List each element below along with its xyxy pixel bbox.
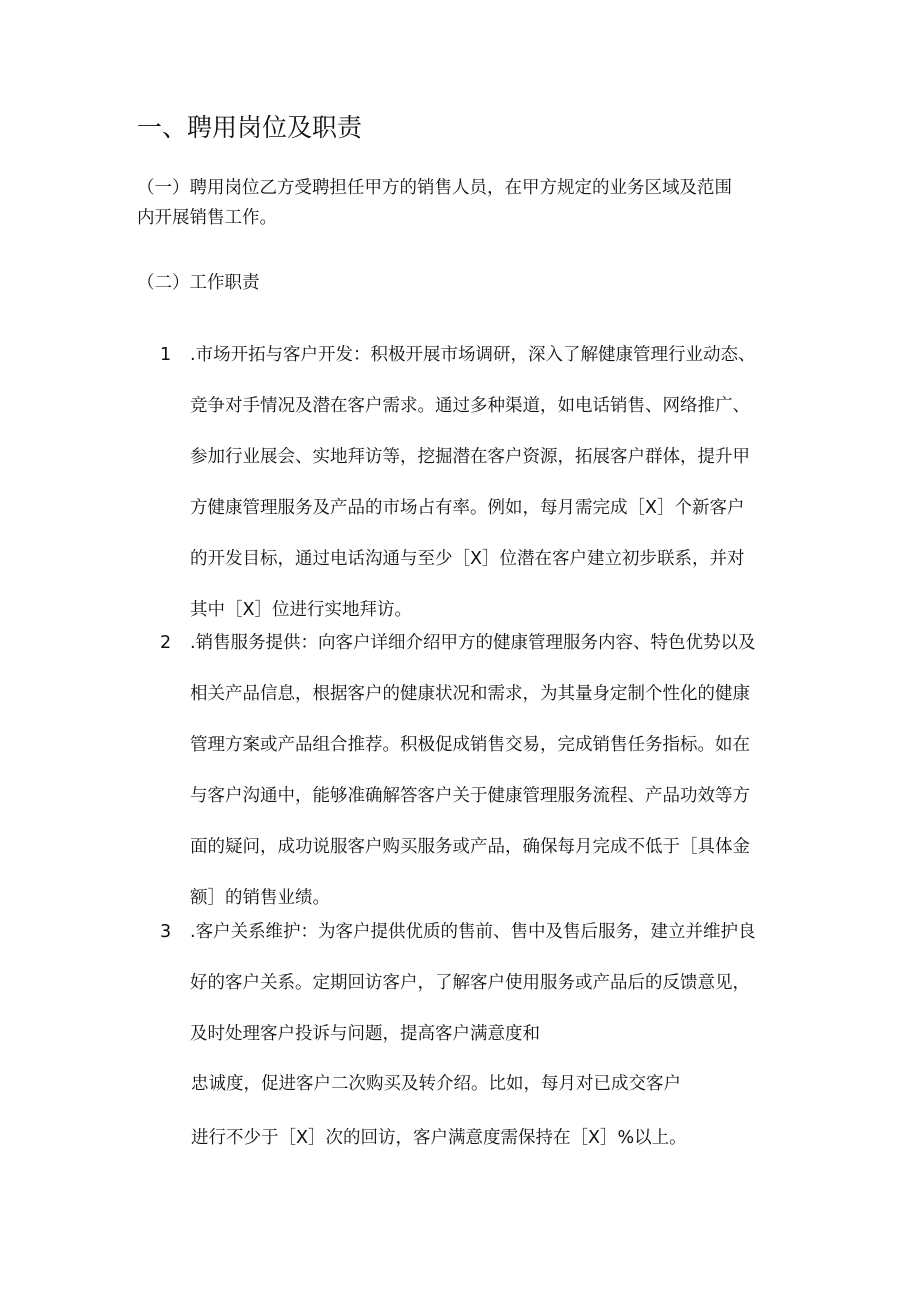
duty-item-body: [190, 330, 810, 636]
duty-item-number: 3: [160, 922, 172, 942]
duty-item-line: 方健康管理服务及产品的市场占有率。例如，每月需完成［X］个新客户: [190, 498, 745, 518]
section1-paragraph: [137, 173, 797, 233]
duty-item-line: 与客户沟通中，能够准确解答客户关于健康管理服务流程、产品功效等方: [190, 786, 750, 806]
duty-item-number: 1: [160, 345, 172, 365]
duty-item-line: .客户关系维护：为客户提供优质的售前、售中及售后服务，建立并维护良: [190, 922, 756, 942]
duty-item-line: 管理方案或产品组合推荐。积极促成销售交易，完成销售任务指标。如在: [190, 735, 750, 755]
duty-item-line: 及时处理客户投诉与问题，提高客户满意度和: [190, 1024, 540, 1044]
duty-item-line: 好的客户关系。定期回访客户，了解客户使用服务或产品后的反馈意见，: [190, 973, 750, 993]
continuation-line: 忠诚度，促进客户二次购买及转介绍。比如，每月对已成交客户: [191, 1074, 681, 1094]
duty-item-line: .销售服务提供：向客户详细介绍甲方的健康管理服务内容、特色优势以及: [190, 633, 756, 653]
section2-title: （二）工作职责: [137, 273, 260, 293]
paragraph-line: 内开展销售工作。: [137, 208, 277, 228]
duty-item-line: 参加行业展会、实地拜访等，挖掘潜在客户资源，拓展客户群体，提升甲: [190, 447, 750, 467]
duty-item-line: 额］的销售业绩。: [190, 888, 330, 908]
section-heading: 一、聘用岗位及职责: [137, 113, 363, 142]
duty-item-line: 相关产品信息，根据客户的健康状况和需求，为其量身定制个性化的健康: [190, 684, 750, 704]
duty-item-line: 其中［X］位进行实地拜访。: [190, 600, 412, 620]
duty-item-line: .市场开拓与客户开发：积极开展市场调研，深入了解健康管理行业动态、: [190, 345, 756, 365]
duty-item-number: 2: [160, 633, 172, 653]
duty-item-line: 竞争对手情况及潜在客户需求。通过多种渠道，如电话销售、网络推广、: [190, 396, 750, 416]
duty-item-line: 的开发目标，通过电话沟通与至少［X］位潜在客户建立初步联系，并对: [190, 549, 745, 569]
duty-item-body: [190, 618, 810, 924]
paragraph-line: （一）聘用岗位乙方受聘担任甲方的销售人员，在甲方规定的业务区域及范围: [137, 178, 732, 198]
duty-item-body: [190, 907, 810, 1060]
continuation-line: 进行不少于［X］次的回访，客户满意度需保持在［X］%以上。: [191, 1128, 687, 1148]
duty-item-line: 面的疑问，成功说服客户购买服务或产品，确保每月完成不低于［具体金: [190, 837, 750, 857]
